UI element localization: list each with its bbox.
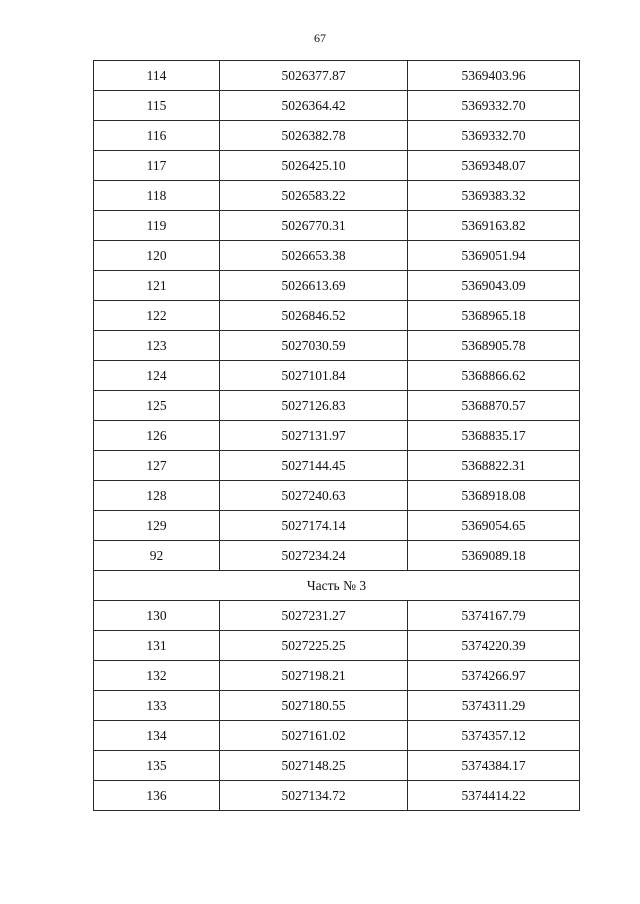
y-coordinate-cell: 5368965.18 xyxy=(408,301,580,331)
x-coordinate-cell: 5027148.25 xyxy=(220,751,408,781)
table-row xyxy=(94,481,580,511)
y-coordinate-cell: 5369043.09 xyxy=(408,271,580,301)
table-row xyxy=(94,691,580,721)
table-row xyxy=(94,121,580,151)
table-row xyxy=(94,361,580,391)
point-number-cell: 92 xyxy=(94,541,220,571)
x-coordinate-cell: 5026425.10 xyxy=(220,151,408,181)
x-coordinate-cell: 5027231.27 xyxy=(220,601,408,631)
table-row xyxy=(94,61,580,91)
point-number-cell: 115 xyxy=(94,91,220,121)
x-coordinate-cell: 5026653.38 xyxy=(220,241,408,271)
point-number-cell: 135 xyxy=(94,751,220,781)
point-number-cell: 134 xyxy=(94,721,220,751)
y-coordinate-cell: 5369051.94 xyxy=(408,241,580,271)
point-number-cell: 136 xyxy=(94,781,220,811)
x-coordinate-cell: 5027240.63 xyxy=(220,481,408,511)
point-number-cell: 124 xyxy=(94,361,220,391)
point-number-cell: 129 xyxy=(94,511,220,541)
point-number-cell: 128 xyxy=(94,481,220,511)
y-coordinate-cell: 5374220.39 xyxy=(408,631,580,661)
point-number-cell: 125 xyxy=(94,391,220,421)
x-coordinate-cell: 5026846.52 xyxy=(220,301,408,331)
table-row xyxy=(94,151,580,181)
y-coordinate-cell: 5369332.70 xyxy=(408,91,580,121)
point-number-cell: 114 xyxy=(94,61,220,91)
x-coordinate-cell: 5027126.83 xyxy=(220,391,408,421)
y-coordinate-cell: 5368905.78 xyxy=(408,331,580,361)
table-row xyxy=(94,601,580,631)
table-row xyxy=(94,331,580,361)
x-coordinate-cell: 5027101.84 xyxy=(220,361,408,391)
table-row xyxy=(94,721,580,751)
table-row xyxy=(94,661,580,691)
table-row xyxy=(94,91,580,121)
point-number-cell: 123 xyxy=(94,331,220,361)
y-coordinate-cell: 5368918.08 xyxy=(408,481,580,511)
table-row xyxy=(94,751,580,781)
point-number-cell: 132 xyxy=(94,661,220,691)
y-coordinate-cell: 5369163.82 xyxy=(408,211,580,241)
x-coordinate-cell: 5027225.25 xyxy=(220,631,408,661)
table-row xyxy=(94,631,580,661)
x-coordinate-cell: 5027180.55 xyxy=(220,691,408,721)
x-coordinate-cell: 5026583.22 xyxy=(220,181,408,211)
x-coordinate-cell: 5027234.24 xyxy=(220,541,408,571)
y-coordinate-cell: 5369383.32 xyxy=(408,181,580,211)
x-coordinate-cell: 5026364.42 xyxy=(220,91,408,121)
point-number-cell: 118 xyxy=(94,181,220,211)
table-row xyxy=(94,181,580,211)
point-number-cell: 133 xyxy=(94,691,220,721)
x-coordinate-cell: 5027198.21 xyxy=(220,661,408,691)
point-number-cell: 116 xyxy=(94,121,220,151)
y-coordinate-cell: 5369348.07 xyxy=(408,151,580,181)
table-row xyxy=(94,541,580,571)
x-coordinate-cell: 5027161.02 xyxy=(220,721,408,751)
table-row xyxy=(94,211,580,241)
page-number: 67 xyxy=(314,31,326,45)
coordinates-table-body xyxy=(94,61,580,811)
table-row xyxy=(94,271,580,301)
section-heading: Часть № 3 xyxy=(94,571,580,601)
x-coordinate-cell: 5026770.31 xyxy=(220,211,408,241)
table-row xyxy=(94,421,580,451)
table-row xyxy=(94,391,580,421)
section-heading-row xyxy=(94,571,580,601)
y-coordinate-cell: 5369403.96 xyxy=(408,61,580,91)
x-coordinate-cell: 5026613.69 xyxy=(220,271,408,301)
y-coordinate-cell: 5374384.17 xyxy=(408,751,580,781)
table-row xyxy=(94,451,580,481)
point-number-cell: 120 xyxy=(94,241,220,271)
x-coordinate-cell: 5026382.78 xyxy=(220,121,408,151)
x-coordinate-cell: 5027134.72 xyxy=(220,781,408,811)
y-coordinate-cell: 5369332.70 xyxy=(408,121,580,151)
x-coordinate-cell: 5027030.59 xyxy=(220,331,408,361)
point-number-cell: 119 xyxy=(94,211,220,241)
point-number-cell: 131 xyxy=(94,631,220,661)
point-number-cell: 117 xyxy=(94,151,220,181)
y-coordinate-cell: 5374414.22 xyxy=(408,781,580,811)
y-coordinate-cell: 5368870.57 xyxy=(408,391,580,421)
table-row xyxy=(94,241,580,271)
y-coordinate-cell: 5368822.31 xyxy=(408,451,580,481)
y-coordinate-cell: 5368866.62 xyxy=(408,361,580,391)
y-coordinate-cell: 5368835.17 xyxy=(408,421,580,451)
x-coordinate-cell: 5027174.14 xyxy=(220,511,408,541)
table-row xyxy=(94,781,580,811)
x-coordinate-cell: 5027144.45 xyxy=(220,451,408,481)
coordinates-table xyxy=(93,60,580,811)
table-row xyxy=(94,301,580,331)
y-coordinate-cell: 5374311.29 xyxy=(408,691,580,721)
point-number-cell: 122 xyxy=(94,301,220,331)
x-coordinate-cell: 5027131.97 xyxy=(220,421,408,451)
y-coordinate-cell: 5374266.97 xyxy=(408,661,580,691)
x-coordinate-cell: 5026377.87 xyxy=(220,61,408,91)
y-coordinate-cell: 5374167.79 xyxy=(408,601,580,631)
point-number-cell: 121 xyxy=(94,271,220,301)
y-coordinate-cell: 5374357.12 xyxy=(408,721,580,751)
point-number-cell: 126 xyxy=(94,421,220,451)
point-number-cell: 130 xyxy=(94,601,220,631)
y-coordinate-cell: 5369054.65 xyxy=(408,511,580,541)
table-row xyxy=(94,511,580,541)
y-coordinate-cell: 5369089.18 xyxy=(408,541,580,571)
point-number-cell: 127 xyxy=(94,451,220,481)
